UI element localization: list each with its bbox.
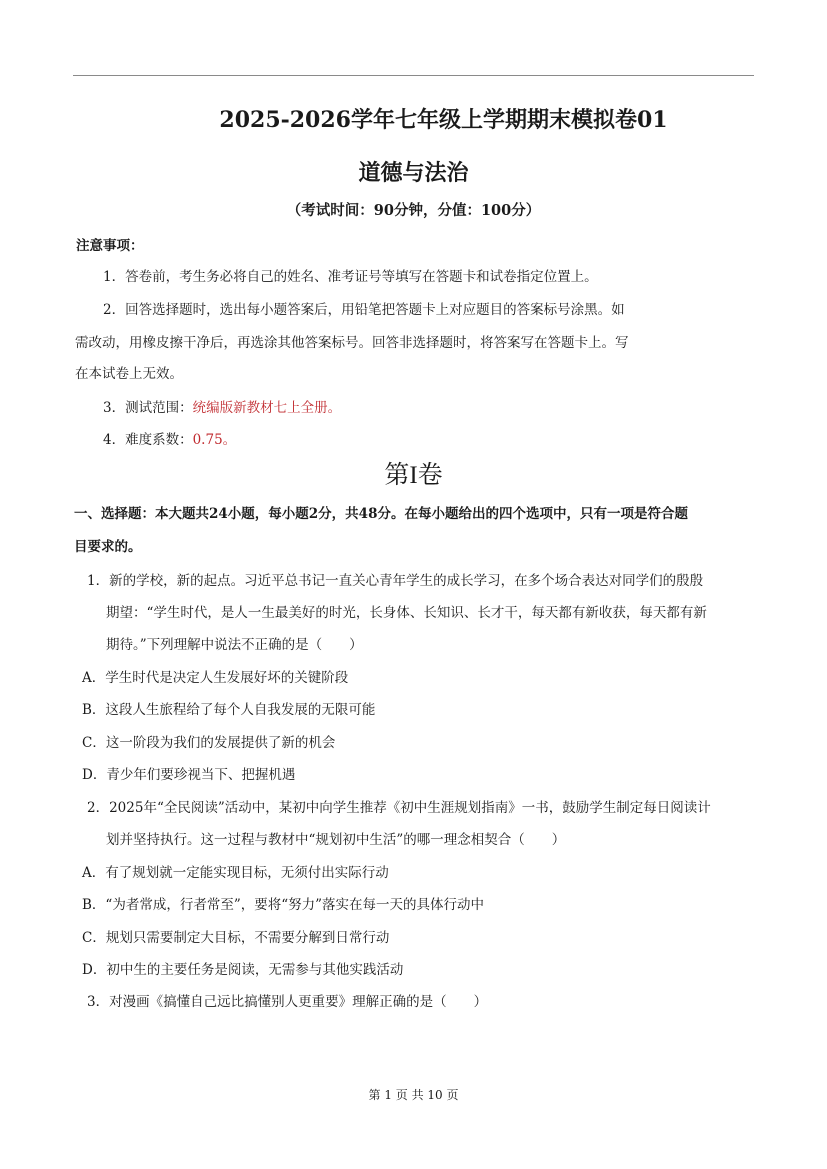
question-2-option-a: A．有了规划就一定能实现目标，无须付出实际行动 [82,865,389,881]
notice-item-4-label: 4．难度系数： [103,432,193,448]
section-heading-line1: 一、选择题：本大题共24小题，每小题2分，共48分。在每小题给出的四个选项中，只有一项是符合题 [74,506,688,522]
notice-heading: 注意事项： [76,238,144,254]
question-2-stem-line1: 2．2025年“全民阅读”活动中，某初中向学生推荐《初中生涯规划指南》一书，鼓励学生制定每日阅读计 [87,800,711,816]
notice-item-3-value: 统编版新教材七上全册。 [192,400,342,416]
section-heading-line2: 目要求的。 [74,539,142,555]
exam-info: （考试时间：90分钟，分值：100分） [286,202,541,219]
question-1-stem-line2: 期望：“学生时代，是人一生最美好的时光，长身体、长知识、长才干，每天都有新收获，每天都有新 [106,605,707,621]
question-2-stem-line2: 划并坚持执行。这一过程与教材中“规划初中生活”的哪一理念相契合（ ） [106,832,566,848]
question-2-option-c: C．规划只需要制定大目标，不需要分解到日常行动 [82,930,390,946]
question-1-option-d: D．青少年们要珍视当下、把握机遇 [82,767,296,783]
page-footer: 第 1 页 共 10 页 [368,1088,459,1102]
question-2-option-b: B．“为者常成，行者常至”，要将“努力”落实在每一天的具体行动中 [82,897,485,913]
question-3-stem-line1: 3．对漫画《搞懂自己远比搞懂别人更重要》理解正确的是（ ） [87,994,488,1010]
exam-title: 2025-2026学年七年级上学期期末模拟卷01 [219,107,668,133]
subject-title: 道德与法治 [358,160,469,186]
question-2-option-d: D．初中生的主要任务是阅读，无需参与其他实践活动 [82,962,404,978]
notice-item-2-line3: 在本试卷上无效。 [75,366,183,382]
question-1-option-c: C．这一阶段为我们的发展提供了新的机会 [82,735,336,751]
notice-item-4 [103,428,236,448]
question-1-stem-line3: 期待。”下列理解中说法不正确的是（ ） [106,637,363,653]
notice-item-2-line1: 2．回答选择题时，选出每小题答案后，用铅笔把答题卡上对应题目的答案标号涂黑。如 [103,302,625,318]
notice-item-3 [103,396,341,416]
question-1-stem-line1: 1．新的学校，新的起点。习近平总书记一直关心青年学生的成长学习，在多个场合表达对同学们的殷殷 [87,573,704,589]
part-title: 第I卷 [384,462,443,489]
notice-item-3-label: 3．测试范围： [103,400,193,416]
question-1-option-a: A．学生时代是决定人生发展好坏的关键阶段 [82,670,349,686]
notice-item-1: 1．答卷前，考生务必将自己的姓名、准考证号等填写在答题卡和试卷指定位置上。 [103,269,598,285]
question-1-option-b: B．这段人生旅程给了每个人自我发展的无限可能 [82,702,376,718]
notice-item-4-value: 0.75。 [192,432,237,448]
header-rule [73,75,754,76]
notice-item-2-line2: 需改动，用橡皮擦干净后，再选涂其他答案标号。回答非选择题时，将答案写在答题卡上。写 [75,335,629,351]
